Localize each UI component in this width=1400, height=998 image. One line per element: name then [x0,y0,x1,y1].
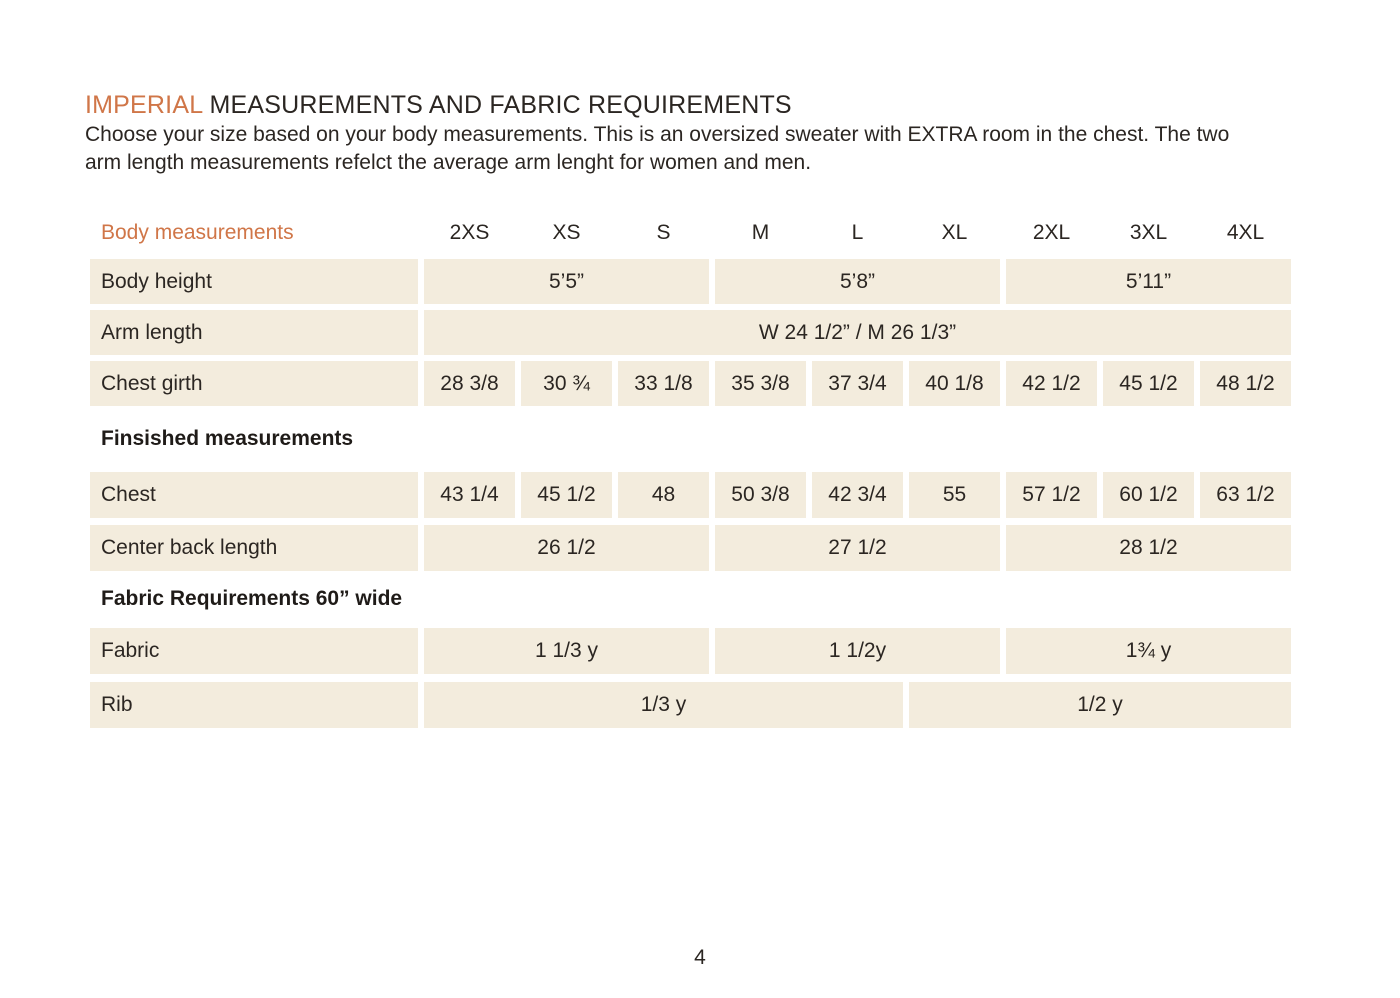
row-label-body-height: Body height [90,259,418,304]
fabric-cell: 1 1/2y [715,628,1000,674]
row-label-center-back: Center back length [90,525,418,571]
row-label-fabric: Fabric [90,628,418,674]
chest-girth-cell: 37 3/4 [812,361,903,406]
page-number: 4 [694,946,706,969]
chest-girth-cell: 40 1/8 [909,361,1000,406]
intro-text [85,121,1325,177]
page-title [85,91,792,120]
row-label-chest-girth: Chest girth [90,361,418,406]
size-header-xl: XL [941,221,968,244]
chest-cell: 60 1/2 [1103,472,1194,518]
size-header-2xl: 2XL [1032,221,1071,244]
size-header-2xs: 2XS [449,221,490,244]
intro-line-1: Choose your size based on your body measurements. This is an oversized sweater with EXTRA room in the chest. The two [85,123,1230,146]
title-accent: IMPERIAL [85,91,203,119]
chest-cell: 50 3/8 [715,472,806,518]
body-height-cell: 5’5” [424,259,709,304]
chest-girth-cell: 35 3/8 [715,361,806,406]
size-header-l: L [851,221,864,244]
center-back-cell: 28 1/2 [1006,525,1291,571]
chest-cell: 48 [618,472,709,518]
chest-cell: 55 [909,472,1000,518]
size-header-xs: XS [552,221,581,244]
chest-cell: 43 1/4 [424,472,515,518]
body-measurements-header: Body measurements [101,221,294,244]
arm-length-cell: W 24 1/2” / M 26 1/3” [424,310,1291,355]
size-header-s: S [656,221,671,244]
chest-girth-cell: 42 1/2 [1006,361,1097,406]
fabric-cell: 1 1/3 y [424,628,709,674]
intro-line-2: arm length measurements refelct the average arm lenght for women and men. [85,151,812,174]
center-back-cell: 27 1/2 [715,525,1000,571]
chest-girth-cell: 33 1/8 [618,361,709,406]
chest-cell: 42 3/4 [812,472,903,518]
row-label-chest: Chest [90,472,418,518]
title-rest: MEASUREMENTS AND FABRIC REQUIREMENTS [202,91,792,119]
chest-cell: 63 1/2 [1200,472,1291,518]
finished-measurements-heading: Finsished measurements [101,427,354,450]
size-header-4xl: 4XL [1226,221,1265,244]
chest-cell: 57 1/2 [1006,472,1097,518]
rib-cell: 1/2 y [909,682,1291,728]
rib-cell: 1/3 y [424,682,903,728]
row-label-rib: Rib [90,682,418,728]
body-height-cell: 5’11” [1006,259,1291,304]
body-height-cell: 5’8” [715,259,1000,304]
row-label-arm-length: Arm length [90,310,418,355]
chest-girth-cell: 30 ¾ [521,361,612,406]
size-header-3xl: 3XL [1129,221,1168,244]
chest-girth-cell: 45 1/2 [1103,361,1194,406]
center-back-cell: 26 1/2 [424,525,709,571]
chest-girth-cell: 28 3/8 [424,361,515,406]
chest-girth-cell: 48 1/2 [1200,361,1291,406]
size-header-m: M [751,221,770,244]
chest-cell: 45 1/2 [521,472,612,518]
fabric-requirements-heading: Fabric Requirements 60” wide [101,587,403,610]
fabric-cell: 1¾ y [1006,628,1291,674]
